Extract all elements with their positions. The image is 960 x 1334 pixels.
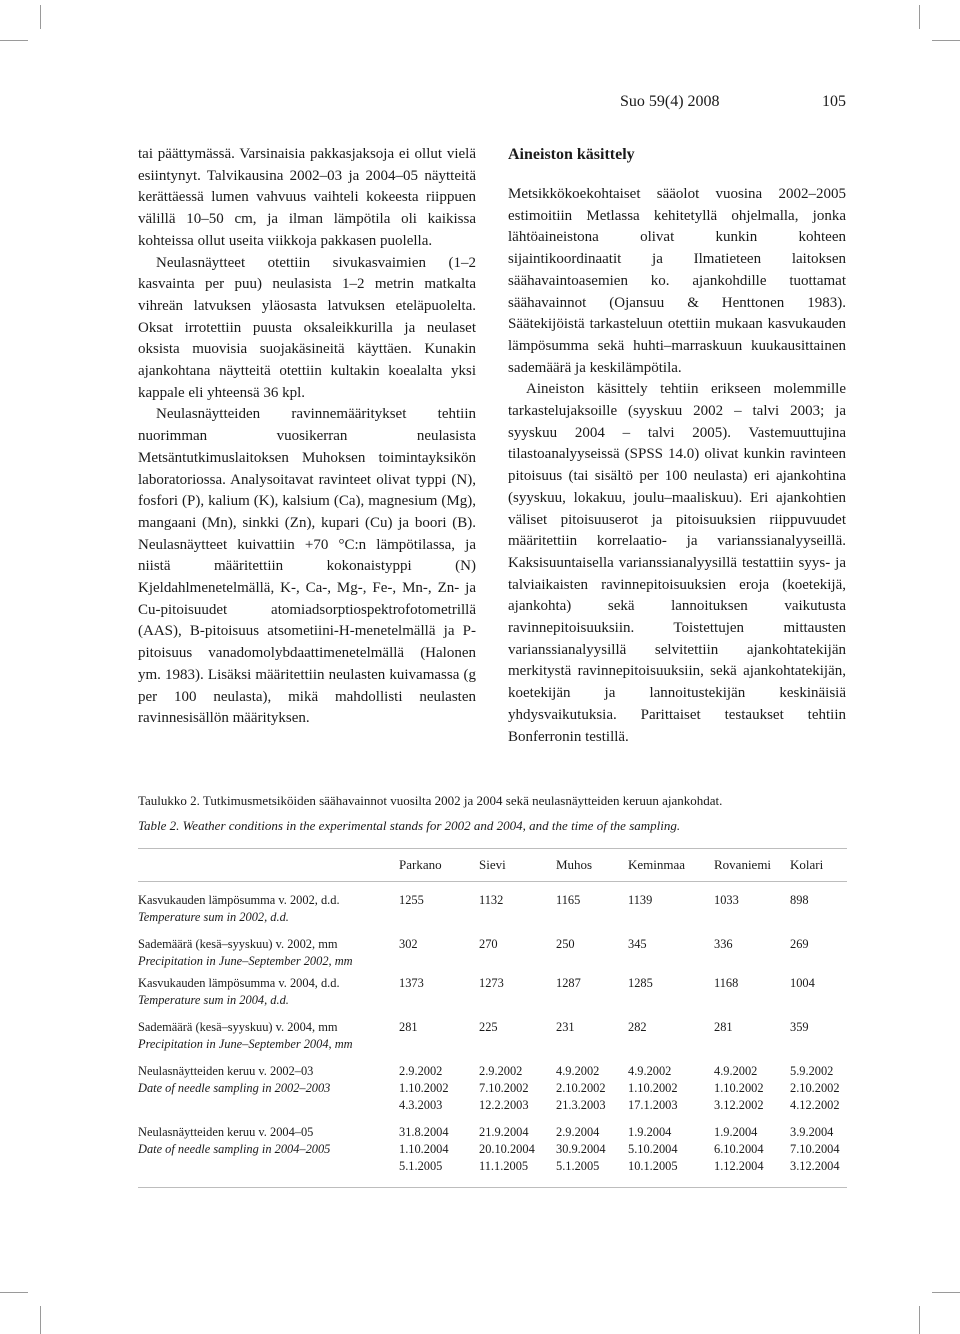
crop-mark-top-left — [40, 5, 41, 29]
cell-value: 6.10.2004 — [714, 1142, 764, 1156]
table-cell — [556, 1124, 606, 1175]
left-column — [138, 144, 476, 730]
cell-value: 2.9.2004 — [556, 1125, 600, 1139]
row-label — [138, 1063, 396, 1097]
table-cell — [399, 892, 424, 909]
cell-value: 2.10.2002 — [556, 1081, 606, 1095]
cell-value: 1.10.2002 — [628, 1081, 678, 1095]
cell-value: 2.9.2002 — [399, 1064, 443, 1078]
cell-value: 4.9.2002 — [714, 1064, 758, 1078]
row-label — [138, 1124, 396, 1158]
row-label-en: Date of needle sampling in 2004–2005 — [138, 1142, 331, 1156]
cell-value: 1.12.2004 — [714, 1159, 764, 1173]
cell-value: 1132 — [479, 893, 504, 907]
table-cell — [714, 1063, 764, 1114]
cell-value: 1287 — [556, 976, 581, 990]
cell-value: 1285 — [628, 976, 653, 990]
table-cell — [790, 936, 809, 953]
row-label-en: Precipitation in June–September 2002, mm — [138, 954, 353, 968]
running-head — [620, 90, 846, 114]
paragraph: Aineiston käsittely tehtiin erikseen molemmille tarkastelujaksoille (syyskuu 2002 – talvi 2003; ja syyskuu 2004 – talvi 2005). Vastemuuttujina tilastoanalyyseissä (SPSS 14.0) olivat kunkin ravinteen pitoisuus (tai sisältö per 100 neulasta) eri ajankohtina (syyskuu, lokakuu, joulu–maaliskuu). Eri ajankohtien väliset pitoisuuserot ja pitoisuuksien riippuvuudet määritettiin korrelaatio- ja varianssianalyyseillä. Kaksisuuntaisella varianssianalyysillä testattiin syys- ja talviaikaisten ravinnepitoisuuksien eroja (koetekijä, ajankohta) sekä lannoituksen vaikutusta ravinnepitoisuuksiin. Toistettujen mittausten varianssianalyysillä selvitettiin ajankohtatekijän merkitystä ravinnepitoisuuksiin, sekä ajankohtatekijän, koetekijän ja lannoitustekijän keskinäisiä yhdysvaikutuksia. Parittaiset testaukset tehtiin Bonferronin testillä. — [508, 381, 846, 745]
table-cell — [714, 892, 739, 909]
table-cell — [628, 1124, 678, 1175]
cell-value: 1.10.2002 — [399, 1081, 449, 1095]
row-label-fi: Kasvukauden lämpösumma v. 2004, d.d. — [138, 976, 340, 990]
cell-value: 21.9.2004 — [479, 1125, 529, 1139]
cell-value: 1373 — [399, 976, 424, 990]
table-cell — [628, 1019, 647, 1036]
paragraph: Neulasnäytteiden ravinnemääritykset tehtiin nuorimman vuosikerran neulasista Metsäntutkimuslaitoksen Muhoksen toimintayksikön laboratoriossa. Analysoitavat ravinteet olivat typpi (N), fosfori (P), kalium (K), kalsium (Ca), magnesium (Mg), mangaani (Mn), sinkki (Zn), kupari (Cu) ja boori (B). Neulasnäytteet kuivattiin +70 °C:n lämpötilassa, ja niistä määritettiin kokonaistyppi (N) Kjeldahlmenetelmällä, K-, Ca-, Mg-, Fe-, Mn-, Zn- ja Cu-pitoisuudet atomiadsorptiospektrofotometrillä (AAS), B-pitoisuus atsometiini-H-menetelmällä ja P-pitoisuus vanadomolybdaattimenetelmällä (Halonen ym. 1983). Lisäksi määritettiin neulasten kuivamassa (g per 100 neulasta), mikä mahdollisti neulasten ravinnesisällön määrityksen. — [138, 406, 476, 727]
cell-value: 30.9.2004 — [556, 1142, 606, 1156]
cell-value: 2.10.2002 — [790, 1081, 840, 1095]
crop-mark-bottom-right-h — [932, 1292, 960, 1293]
cell-value: 1273 — [479, 976, 504, 990]
row-label-fi: Sademäärä (kesä–syyskuu) v. 2004, mm — [138, 1020, 338, 1034]
table-cell — [479, 936, 498, 953]
table-cell — [790, 1019, 809, 1036]
cell-value: 12.2.2003 — [479, 1098, 529, 1112]
cell-value: 282 — [628, 1020, 647, 1034]
table-cell — [790, 1063, 840, 1114]
right-column — [508, 144, 846, 748]
crop-mark-top-right-h — [932, 40, 960, 41]
crop-mark-bottom-left-h — [0, 1292, 28, 1293]
cell-value: 31.8.2004 — [399, 1125, 449, 1139]
journal-issue: Suo 59(4) 2008 — [620, 93, 720, 110]
column-header: Keminmaa — [628, 857, 686, 872]
cell-value: 1.9.2004 — [628, 1125, 672, 1139]
table-cell — [790, 892, 809, 909]
table-cell — [714, 1124, 764, 1175]
paragraph: Neulasnäytteet otettiin sivukasvaimien (1–2 kasvainta per puu) neulasista 1–2 metrin matkalta vihreän latvuksen yläosasta latvuksen eteläpuolelta. Oksat irrotettiin puusta oksaleikkurilla ja neulaset oksista muovisia suojakäsineitä käyttäen. Kunakin ajankohtana näytteitä otettiin kultakin koealalta yksi kappale eli yhteensä 36 kpl. — [138, 254, 476, 401]
row-label — [138, 892, 396, 926]
table-cell — [399, 936, 418, 953]
table-cell — [714, 936, 733, 953]
table-cell — [399, 1019, 418, 1036]
cell-value: 4.9.2002 — [556, 1064, 600, 1078]
crop-mark-bottom-left — [40, 1306, 41, 1334]
cell-value: 2.9.2002 — [479, 1064, 523, 1078]
table-rule-header — [138, 881, 847, 882]
cell-value: 1.10.2002 — [714, 1081, 764, 1095]
cell-value: 7.10.2004 — [790, 1142, 840, 1156]
cell-value: 11.1.2005 — [479, 1159, 529, 1173]
table-cell — [556, 892, 580, 909]
column-header: Rovaniemi — [714, 857, 772, 872]
cell-value: 1.10.2004 — [399, 1142, 449, 1156]
row-label-en: Date of needle sampling in 2002–2003 — [138, 1081, 331, 1095]
table-cell — [556, 1019, 575, 1036]
cell-value: 21.3.2003 — [556, 1098, 606, 1112]
table-cell — [714, 975, 738, 992]
table-cell — [399, 1063, 449, 1114]
row-label — [138, 936, 396, 970]
table-cell — [479, 1124, 535, 1175]
row-label-fi: Neulasnäytteiden keruu v. 2004–05 — [138, 1125, 314, 1139]
cell-value: 3.12.2002 — [714, 1098, 764, 1112]
cell-value: 17.1.2003 — [628, 1098, 678, 1112]
cell-value: 1139 — [628, 893, 653, 907]
table-caption-en: Table 2. Weather conditions in the experimental stands for 2002 and 2004, and the time of the sampling. — [138, 818, 681, 833]
cell-value: 5.1.2005 — [556, 1159, 600, 1173]
table-cell — [556, 975, 581, 992]
table-cell — [479, 1063, 529, 1114]
row-label-en: Temperature sum in 2004, d.d. — [138, 993, 289, 1007]
cell-value: 5.9.2002 — [790, 1064, 834, 1078]
row-label-fi: Neulasnäytteiden keruu v. 2002–03 — [138, 1064, 314, 1078]
page-number: 105 — [822, 93, 846, 110]
row-label-en: Precipitation in June–September 2004, mm — [138, 1037, 353, 1051]
column-header: Muhos — [556, 857, 593, 872]
table-cell — [790, 1124, 840, 1175]
table-cell — [399, 975, 424, 992]
table-rule-top — [138, 848, 847, 849]
column-header: Kolari — [790, 857, 824, 872]
cell-value: 302 — [399, 937, 418, 951]
cell-value: 3.9.2004 — [790, 1125, 834, 1139]
table-cell — [556, 936, 575, 953]
crop-mark-top-right — [919, 5, 920, 29]
cell-value: 336 — [714, 937, 733, 951]
cell-value: 1255 — [399, 893, 424, 907]
table-cell — [790, 975, 815, 992]
table-cell — [479, 892, 503, 909]
row-label-en: Temperature sum in 2002, d.d. — [138, 910, 289, 924]
paragraph: tai päättymässä. Varsinaisia pakkasjaksoja ei ollut vielä esiintynyt. Talvikausina 2002–03 ja 2004–05 näytteitä kerättäessä lumen vahvuus vaihteli kokeesta riippuen välillä 10–50 cm, ja ilman lämpötila oli kaikissa kohteissa ollut useita viikkoja pakkasen puolella. — [138, 146, 476, 249]
table-cell — [628, 936, 647, 953]
paragraph: Metsikkökoekohtaiset sääolot vuosina 2002–2005 estimoitiin Metlassa kehitetyllä ohjelmalla, jonka lähtöaineistona olivat kunkin kohteen sijaintikoordinaatit ja Ilmatieteen laitoksen säähavaintoasemien ko. ajankohdille tuottamat säähavainnot (Ojansuu & Henttonen 1983). Säätekijöistä tarkasteluun otettiin mukaan kasvukauden lämpösumma sekä huhti–marraskuun kuukausittainen sademäärä ja keskilämpötila. — [508, 186, 846, 376]
cell-value: 898 — [790, 893, 809, 907]
cell-value: 231 — [556, 1020, 575, 1034]
cell-value: 1168 — [714, 976, 739, 990]
table-cell — [479, 975, 504, 992]
row-label-fi: Sademäärä (kesä–syyskuu) v. 2002, mm — [138, 937, 338, 951]
section-heading: Aineiston käsittely — [508, 146, 635, 163]
cell-value: 270 — [479, 937, 498, 951]
cell-value: 345 — [628, 937, 647, 951]
row-label-fi: Kasvukauden lämpösumma v. 2002, d.d. — [138, 893, 340, 907]
cell-value: 20.10.2004 — [479, 1142, 535, 1156]
table-rule-bottom — [138, 1187, 847, 1188]
cell-value: 3.12.2004 — [790, 1159, 840, 1173]
cell-value: 1.9.2004 — [714, 1125, 758, 1139]
table-cell — [628, 892, 652, 909]
cell-value: 225 — [479, 1020, 498, 1034]
cell-value: 1033 — [714, 893, 739, 907]
cell-value: 269 — [790, 937, 809, 951]
cell-value: 7.10.2002 — [479, 1081, 529, 1095]
table-cell — [628, 975, 653, 992]
cell-value: 359 — [790, 1020, 809, 1034]
cell-value: 10.1.2005 — [628, 1159, 678, 1173]
table-cell — [556, 1063, 606, 1114]
cell-value: 281 — [399, 1020, 418, 1034]
cell-value: 4.9.2002 — [628, 1064, 672, 1078]
column-header: Sievi — [479, 857, 506, 872]
cell-value: 1165 — [556, 893, 581, 907]
cell-value: 5.1.2005 — [399, 1159, 443, 1173]
table-caption-fi: Taulukko 2. Tutkimusmetsiköiden säähavainnot vuosilta 2002 ja 2004 sekä neulasnäytteiden keruun ajankohdat. — [138, 793, 723, 808]
row-label — [138, 1019, 396, 1053]
table-cell — [714, 1019, 733, 1036]
crop-mark-bottom-right — [919, 1306, 920, 1334]
cell-value: 250 — [556, 937, 575, 951]
cell-value: 1004 — [790, 976, 815, 990]
cell-value: 4.12.2002 — [790, 1098, 840, 1112]
cell-value: 5.10.2004 — [628, 1142, 678, 1156]
column-header: Parkano — [399, 857, 442, 872]
crop-mark-top-left-h — [0, 40, 28, 41]
cell-value: 4.3.2003 — [399, 1098, 443, 1112]
table-cell — [479, 1019, 498, 1036]
table-cell — [399, 1124, 449, 1175]
table-cell — [628, 1063, 678, 1114]
cell-value: 281 — [714, 1020, 733, 1034]
row-label — [138, 975, 396, 1009]
